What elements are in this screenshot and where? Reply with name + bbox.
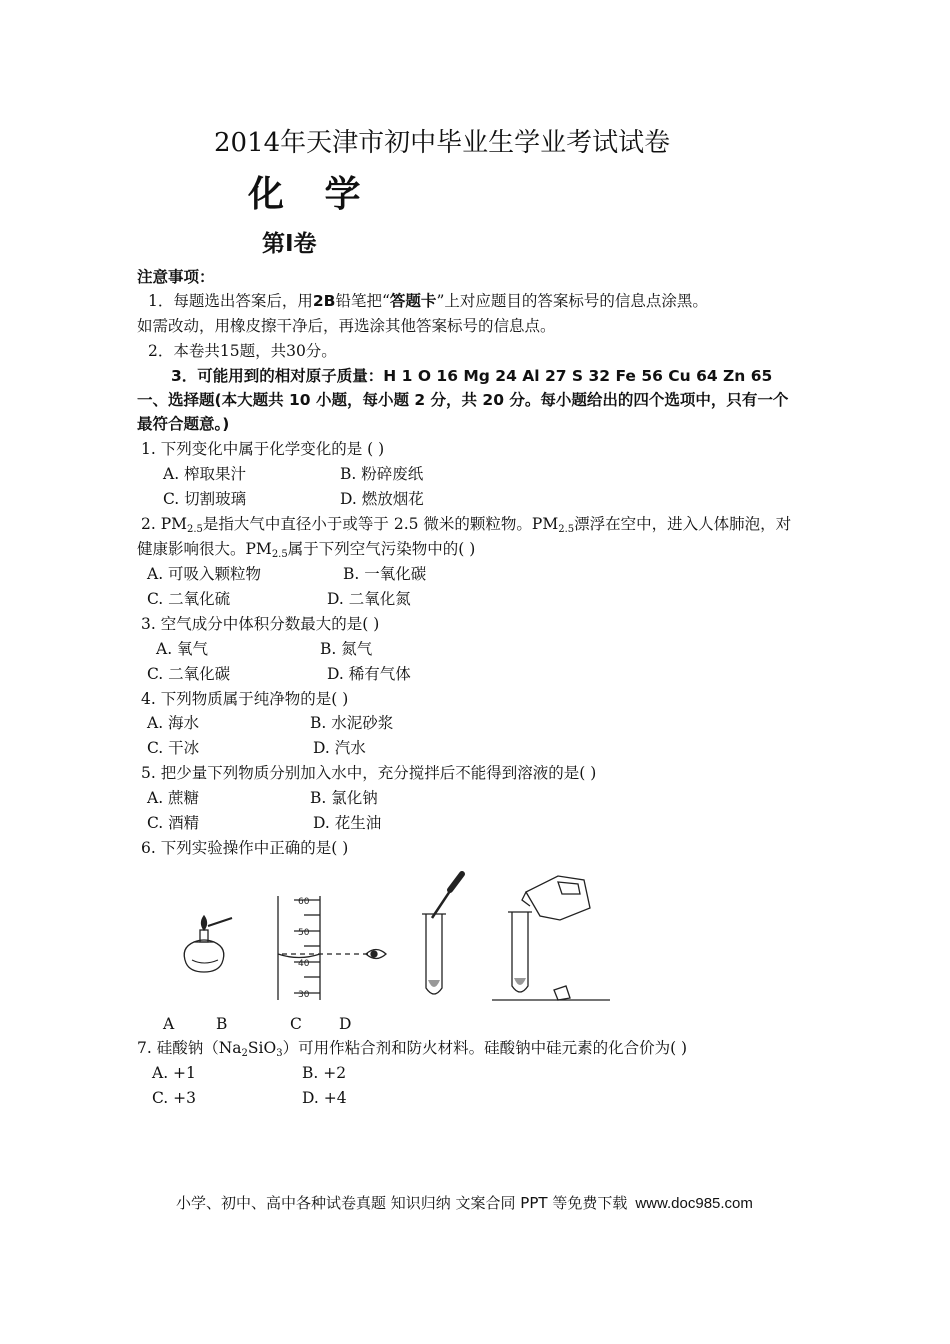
subject-title: 化 学 — [248, 174, 375, 215]
q5-option-b: B. 氯化钠 — [310, 789, 378, 807]
volume-title: 第Ⅰ卷 — [262, 231, 317, 257]
cylinder-tick-60: 60 — [298, 897, 310, 907]
q4-option-a: A. 海水 — [147, 714, 200, 732]
alcohol-lamp-figure — [184, 916, 232, 972]
cylinder-tick-30: 30 — [298, 990, 310, 1000]
q3-option-d: D. 稀有气体 — [327, 665, 411, 683]
q4-option-b: B. 水泥砂浆 — [310, 714, 394, 732]
test-tube-dropper-figure — [422, 874, 462, 994]
q7-option-c: C. +3 — [152, 1089, 197, 1107]
notes-heading: 注意事项： — [137, 268, 215, 286]
q4-option-d: D. 汽水 — [313, 739, 366, 757]
q5-option-d: D. 花生油 — [313, 814, 382, 832]
cylinder-tick-50: 50 — [298, 928, 310, 938]
q7-option-b: B. +2 — [302, 1064, 347, 1082]
q3-option-b: B. 氮气 — [320, 640, 373, 658]
q7-option-a: A. +1 — [152, 1064, 196, 1082]
q6-label-b: B — [216, 1015, 228, 1033]
q5-option-c: C. 酒精 — [147, 814, 200, 832]
q5-option-a: A. 蔗糖 — [147, 789, 200, 807]
page-footer — [176, 1192, 753, 1213]
q2-stem-line2: 健康影响很大。$PM_{2.5}$属于下列空气污染物中的( ) — [137, 540, 476, 560]
q3-stem: 3. 空气成分中体积分数最大的是( ) — [141, 615, 380, 633]
q6-stem: 6. 下列实验操作中正确的是( ) — [141, 839, 349, 857]
q1-option-a: A. 榨取果汁 — [163, 465, 247, 483]
exam-title: 2014年天津市初中毕业生学业考试试卷 — [214, 128, 671, 158]
q6-label-a: A — [163, 1015, 175, 1033]
section-heading-2: 最符合题意。) — [137, 415, 230, 433]
cylinder-tick-40: 40 — [298, 959, 310, 969]
q7-option-d: D. +4 — [302, 1089, 347, 1107]
note-1: 1．每题选出答案后，用2B铅笔把“答题卡”上对应题目的答案标号的信息点涂黑。 — [148, 292, 708, 310]
q2-option-c: C. 二氧化硫 — [147, 590, 231, 608]
note-2: 2．本卷共15题，共30分。 — [148, 342, 337, 360]
q2-option-a: A. 可吸入颗粒物 — [147, 565, 262, 583]
graduated-cylinder-figure — [278, 896, 386, 1000]
footer-link[interactable]: www.doc985.com — [635, 1195, 753, 1212]
q7-stem: 7. 硅酸钠$(Na_2SiO_3)$可用作粘合剂和防火材料。硅酸钠中硅元素的化合价为( ) — [137, 1039, 688, 1059]
pouring-liquid-figure — [492, 876, 610, 1000]
q4-stem: 4. 下列物质属于纯净物的是( ) — [141, 690, 349, 708]
q6-label-d: D — [339, 1015, 352, 1033]
note-3: 3．可能用到的相对原子质量：H 1 O 16 Mg 24 Al 27 S 32 Fe 56 Cu 64 Zn 65 — [171, 367, 773, 385]
q6-label-c: C — [290, 1015, 302, 1033]
q1-option-b: B. 粉碎废纸 — [340, 465, 424, 483]
q2-option-b: B. 一氧化碳 — [343, 565, 427, 583]
q5-stem: 5. 把少量下列物质分别加入水中，充分搅拌后不能得到溶液的是( ) — [141, 764, 597, 782]
q2-option-d: D. 二氧化氮 — [327, 590, 411, 608]
q1-option-c: C. 切割玻璃 — [163, 490, 247, 508]
q2-stem-line1: 2. $PM_{2.5}$是指大气中直径小于或等于 2.5 微米的颗粒物。$PM_{2.5}$漂浮在空中，进入人体肺泡，对 — [141, 515, 792, 535]
q3-option-c: C. 二氧化碳 — [147, 665, 231, 683]
q4-option-c: C. 干冰 — [147, 739, 200, 757]
q6-figure — [170, 868, 610, 1008]
section-heading-1: 一、选择题(本大题共 10 小题，每小题 2 分，共 20 分。每小题给出的四个选项中，只有一个 — [137, 391, 789, 409]
q1-option-d: D. 燃放烟花 — [340, 490, 424, 508]
footer-text: 小学、初中、高中各种试卷真题 知识归纳 文案合同 PPT 等免费下载 — [176, 1194, 628, 1212]
q3-option-a: A. 氧气 — [156, 640, 209, 658]
note-1-cont: 如需改动，用橡皮擦干净后，再选涂其他答案标号的信息点。 — [137, 317, 556, 335]
q1-stem: 1. 下列变化中属于化学变化的是 ( ) — [141, 440, 385, 458]
